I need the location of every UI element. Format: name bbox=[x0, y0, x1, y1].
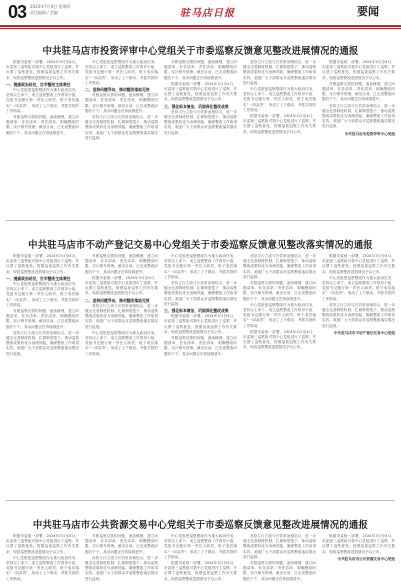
article-column bbox=[322, 254, 395, 470]
article-divider bbox=[6, 220, 395, 221]
article-column bbox=[6, 534, 79, 582]
article-body bbox=[6, 534, 395, 582]
paragraph: 中心党组把巡察整改作为重大政治任务，坚持以上率下，成立巡察整改工作领导小组，党组书记履行第一责任人职责，班子成员落实“一岗双责”，形成了上下联动、齐抓共管的工作格局。 bbox=[322, 275, 395, 301]
article-body bbox=[6, 60, 395, 190]
paragraph: 坚持立行立改与长效常治相结合，进一步健全完善制度机制，扎紧制度笼子，推动巡察整改成果转化为治理效能，确保整改工作取得实效。欢迎广大干部群众对巡察整改落实情况进行监督。 bbox=[322, 302, 395, 328]
paragraph: 对照巡察反馈的问题，逐条梳理，建立问题清单、任务清单、责任清单，明确整改时限，实行销号管理。截至目前，已完成整改问题若干个，其余问题正在持续推进中。 bbox=[6, 309, 79, 329]
paragraph: 坚持立行立改与长效常治相结合，进一步健全完善制度机制，扎紧制度笼子，推动巡察整改成果转化为治理效能，确保整改工作取得实效。欢迎广大干部群众对巡察整改落实情况进行监督。 bbox=[85, 115, 158, 140]
article-column bbox=[243, 254, 316, 470]
paragraph: 中心党组把巡察整改作为重大政治任务，坚持以上率下，成立巡察整改工作领导小组，党组书记履行第一责任人职责，班子成员落实“一岗双责”，形成了上下联动、齐抓共管的工作格局。 bbox=[6, 555, 79, 581]
article-column bbox=[164, 254, 237, 470]
paragraph: 中心党组把巡察整改作为重大政治任务，坚持以上率下，成立巡察整改工作领导小组，党组书记履行第一责任人职责，班子成员落实“一岗双责”，形成了上下联动、齐抓共管的工作格局。 bbox=[164, 254, 237, 279]
article-column bbox=[85, 254, 158, 470]
paragraph: 根据市委统一部署，2024年3月至4月，市委第三巡察组对我中心党组进行了巡察，并反馈了巡察意见。按照巡视巡察工作有关要求，现将巡察整改进展情况予以公布。 bbox=[322, 254, 395, 274]
paragraph: 坚持立行立改与长效常治相结合，进一步健全完善制度机制，扎紧制度笼子，推动巡察整改成果转化为治理效能，确保整改工作取得实效。欢迎广大干部群众对巡察整改落实情况进行监督。 bbox=[164, 109, 237, 135]
article-headline: 中共驻马店市投资评审中心党组关于市委巡察反馈意见整改进展情况的通报 bbox=[42, 46, 359, 57]
newspaper-logo: 驻马店日报 bbox=[180, 8, 235, 19]
article-column bbox=[164, 534, 237, 582]
paragraph: 根据市委统一部署，2024年3月至4月，市委第三巡察组对我中心党组进行了巡察，并反馈了巡察意见。按照巡视巡察工作有关要求，现将巡察整改进展情况予以公布。 bbox=[6, 254, 79, 274]
paragraph: 坚持立行立改与长效常治相结合，进一步健全完善制度机制，扎紧制度笼子，推动巡察整改成果转化为治理效能，确保整改工作取得实效。欢迎广大干部群众对巡察整改落实情况进行监督。 bbox=[164, 281, 237, 306]
masthead-rule bbox=[0, 25, 401, 27]
paragraph: 坚持立行立改与长效常治相结合，进一步健全完善制度机制，扎紧制度笼子，推动巡察整改成果转化为治理效能，确保整改工作取得实效。欢迎广大干部群众对巡察整改落实情况进行监督。 bbox=[85, 303, 158, 329]
paragraph: 根据市委统一部署，2024年3月至4月，市委第三巡察组对我中心党组进行了巡察，并反馈了巡察意见。按照巡视巡察工作有关要求，现将巡察整改进展情况予以公布。 bbox=[6, 60, 79, 80]
paragraph: 对照巡察反馈的问题，逐条梳理，建立问题清单、任务清单、责任清单，明确整改时限，实行销号管理。截至目前，已完成整改问题若干个，其余问题正在持续推进中。 bbox=[85, 254, 158, 274]
masthead bbox=[0, 0, 401, 24]
paragraph: 根据市委统一部署，2024年3月至4月，市委第三巡察组对我中心党组进行了巡察，并反馈了巡察意见。按照巡视巡察工作有关要求，现将巡察整改进展情况予以公布。 bbox=[164, 81, 237, 102]
article-column bbox=[85, 60, 158, 190]
paragraph: 对照巡察反馈的问题，逐条梳理，建立问题清单、任务清单、责任清单，明确整改时限，实行销号管理。截至目前，已完成整改问题若干个，其余问题正在持续推进中。 bbox=[243, 561, 316, 581]
subheading: 三、强化标本兼治，巩固深化整改成果 bbox=[164, 103, 229, 109]
article-column bbox=[243, 534, 316, 582]
paragraph: 根据市委统一部署，2024年3月至4月，市委第三巡察组对我中心党组进行了巡察，并反馈了巡察意见。按照巡视巡察工作有关要求，现将巡察整改进展情况予以公布。 bbox=[243, 114, 316, 134]
article-column bbox=[6, 254, 79, 470]
paragraph: 根据市委统一部署，2024年3月至4月，市委第三巡察组对我中心党组进行了巡察，并反馈了巡察意见。按照巡视巡察工作有关要求，现将巡察整改进展情况予以公布。 bbox=[6, 534, 79, 554]
paragraph: 中心党组把巡察整改作为重大政治任务，坚持以上率下，成立巡察整改工作领导小组，党组书记履行第一责任人职责，班子成员落实“一岗双责”，形成了上下联动、齐抓共管的工作格局。 bbox=[243, 87, 316, 112]
article-column bbox=[322, 534, 395, 582]
article-headline: 中共驻马店市公共资源交易中心党组关于市委巡察反馈意见整改进展情况的通报 bbox=[32, 520, 369, 531]
paragraph: 坚持立行立改与长效常治相结合，进一步健全完善制度机制，扎紧制度笼子，推动巡察整改成果转化为治理效能，确保整改工作取得实效。欢迎广大干部群众对巡察整改落实情况进行监督。 bbox=[243, 254, 316, 279]
article-body bbox=[6, 254, 395, 470]
article-divider bbox=[6, 500, 395, 501]
issue-date: 2024年7月4日 星期四 bbox=[30, 4, 71, 9]
paragraph: 对照巡察反馈的问题，逐条梳理，建立问题清单、任务清单、责任清单，明确整改时限，实行销号管理。截至目前，已完成整改问题若干个，其余问题正在持续推进中。 bbox=[164, 336, 237, 356]
subheading: 二、坚持问题导向，推动整改落地见效 bbox=[85, 297, 150, 303]
paragraph: 中心党组把巡察整改作为重大政治任务，坚持以上率下，成立巡察整改工作领导小组，党组书记履行第一责任人职责，班子成员落实“一岗双责”，形成了上下联动、齐抓共管的工作格局。 bbox=[164, 534, 237, 559]
paragraph: 根据市委统一部署，2024年3月至4月，市委第三巡察组对我中心党组进行了巡察，并反馈了巡察意见。按照巡视巡察工作有关要求，现将巡察整改进展情况予以公布。 bbox=[243, 329, 316, 350]
issue-editor: 责任编辑 / 美编 bbox=[30, 10, 58, 15]
article-column bbox=[6, 60, 79, 190]
paragraph: 坚持立行立改与长效常治相结合，进一步健全完善制度机制，扎紧制度笼子，推动巡察整改成果转化为治理效能，确保整改工作取得实效。欢迎广大干部群众对巡察整改落实情况进行监督。 bbox=[243, 60, 316, 85]
page-number: 03 bbox=[8, 2, 27, 22]
article-credit: 中共驻马店市公共资源交易中心党组 bbox=[337, 556, 395, 561]
paragraph: 坚持立行立改与长效常治相结合，进一步健全完善制度机制，扎紧制度笼子，推动巡察整改成果转化为治理效能，确保整改工作取得实效。欢迎广大干部群众对巡察整改落实情况进行监督。 bbox=[322, 103, 395, 129]
paragraph: 中心党组把巡察整改作为重大政治任务，坚持以上率下，成立巡察整改工作领导小组，党组书记履行第一责任人职责，班子成员落实“一岗双责”，形成了上下联动、齐抓共管的工作格局。 bbox=[243, 302, 316, 328]
paragraph: 对照巡察反馈的问题，逐条梳理，建立问题清单、任务清单、责任清单，明确整改时限，实行销号管理。截至目前，已完成整改问题若干个，其余问题正在持续推进中。 bbox=[322, 81, 395, 102]
subheading: 二、坚持问题导向，推动整改落地见效 bbox=[85, 87, 150, 93]
article-credit: 中共驻马店市不动产登记交易中心党组 bbox=[333, 330, 395, 335]
paragraph: 根据市委统一部署，2024年3月至4月，市委第三巡察组对我中心党组进行了巡察，并反馈了巡察意见。按照巡视巡察工作有关要求，现将巡察整改进展情况予以公布。 bbox=[85, 275, 158, 296]
paragraph: 根据市委统一部署，2024年3月至4月，市委第三巡察组对我中心党组进行了巡察，并反馈了巡察意见。按照巡视巡察工作有关要求，现将巡察整改进展情况予以公布。 bbox=[164, 314, 237, 334]
article-column bbox=[243, 60, 316, 190]
article-credit: 中共驻马店市投资评审中心党组 bbox=[344, 131, 395, 136]
paragraph: 中心党组把巡察整改作为重大政治任务，坚持以上率下，成立巡察整改工作领导小组，党组书记履行第一责任人职责，班子成员落实“一岗双责”，形成了上下联动、齐抓共管的工作格局。 bbox=[85, 330, 158, 356]
paragraph: 坚持立行立改与长效常治相结合，进一步健全完善制度机制，扎紧制度笼子，推动巡察整改成果转化为治理效能，确保整改工作取得实效。欢迎广大干部群众对巡察整改落实情况进行监督。 bbox=[243, 534, 316, 559]
article-column bbox=[164, 60, 237, 190]
paragraph: 对照巡察反馈的问题，逐条梳理，建立问题清单、任务清单、责任清单，明确整改时限，实行销号管理。截至目前，已完成整改问题若干个，其余问题正在持续推进中。 bbox=[243, 281, 316, 301]
section-title: 要闻 bbox=[357, 5, 379, 18]
issue-meta bbox=[30, 4, 71, 16]
paragraph: 中心党组把巡察整改作为重大政治任务，坚持以上率下，成立巡察整改工作领导小组，党组书记履行第一责任人职责，班子成员落实“一岗双责”，形成了上下联动、齐抓共管的工作格局。 bbox=[6, 88, 79, 113]
paragraph: 根据市委统一部署，2024年3月至4月，市委第三巡察组对我中心党组进行了巡察，并反馈了巡察意见。按照巡视巡察工作有关要求，现将巡察整改进展情况予以公布。 bbox=[164, 561, 237, 581]
article-column bbox=[85, 534, 158, 582]
subheading: 一、提高政治站位，扛牢整改主体责任 bbox=[6, 81, 71, 87]
article-column bbox=[322, 60, 395, 190]
article-headline: 中共驻马店市不动产登记交易中心党组关于市委巡察反馈意见整改落实情况的通报 bbox=[28, 240, 373, 251]
subheading: 一、提高政治站位，扛牢整改主体责任 bbox=[6, 275, 71, 281]
paragraph: 根据市委统一部署，2024年3月至4月，市委第三巡察组对我中心党组进行了巡察，并反馈了巡察意见。按照巡视巡察工作有关要求，现将巡察整改进展情况予以公布。 bbox=[322, 534, 395, 554]
paragraph: 对照巡察反馈的问题，逐条梳理，建立问题清单、任务清单、责任清单，明确整改时限，实行销号管理。截至目前，已完成整改问题若干个，其余问题正在持续推进中。 bbox=[164, 60, 237, 80]
paragraph: 中心党组把巡察整改作为重大政治任务，坚持以上率下，成立巡察整改工作领导小组，党组书记履行第一责任人职责，班子成员落实“一岗双责”，形成了上下联动、齐抓共管的工作格局。 bbox=[85, 60, 158, 85]
paragraph: 坚持立行立改与长效常治相结合，进一步健全完善制度机制，扎紧制度笼子，推动巡察整改成果转化为治理效能，确保整改工作取得实效。欢迎广大干部群众对巡察整改落实情况进行监督。 bbox=[85, 555, 158, 581]
paragraph: 对照巡察反馈的问题，逐条梳理，建立问题清单、任务清单、责任清单，明确整改时限，实行销号管理。截至目前，已完成整改问题若干个，其余问题正在持续推进中。 bbox=[85, 93, 158, 113]
subheading: 三、强化标本兼治，巩固深化整改成果 bbox=[164, 308, 229, 314]
paragraph: 对照巡察反馈的问题，逐条梳理，建立问题清单、任务清单、责任清单，明确整改时限，实行销号管理。截至目前，已完成整改问题若干个，其余问题正在持续推进中。 bbox=[6, 115, 79, 135]
paragraph: 中心党组把巡察整改作为重大政治任务，坚持以上率下，成立巡察整改工作领导小组，党组书记履行第一责任人职责，班子成员落实“一岗双责”，形成了上下联动、齐抓共管的工作格局。 bbox=[6, 282, 79, 307]
paragraph: 对照巡察反馈的问题，逐条梳理，建立问题清单、任务清单、责任清单，明确整改时限，实行销号管理。截至目前，已完成整改问题若干个，其余问题正在持续推进中。 bbox=[85, 534, 158, 554]
masthead-rule-thin bbox=[0, 28, 401, 29]
paragraph: 坚持立行立改与长效常治相结合，进一步健全完善制度机制，扎紧制度笼子，推动巡察整改成果转化为治理效能，确保整改工作取得实效。欢迎广大干部群众对巡察整改落实情况进行监督。 bbox=[6, 330, 79, 356]
paragraph: 根据市委统一部署，2024年3月至4月，市委第三巡察组对我中心党组进行了巡察，并反馈了巡察意见。按照巡视巡察工作有关要求，现将巡察整改进展情况予以公布。 bbox=[322, 60, 395, 80]
